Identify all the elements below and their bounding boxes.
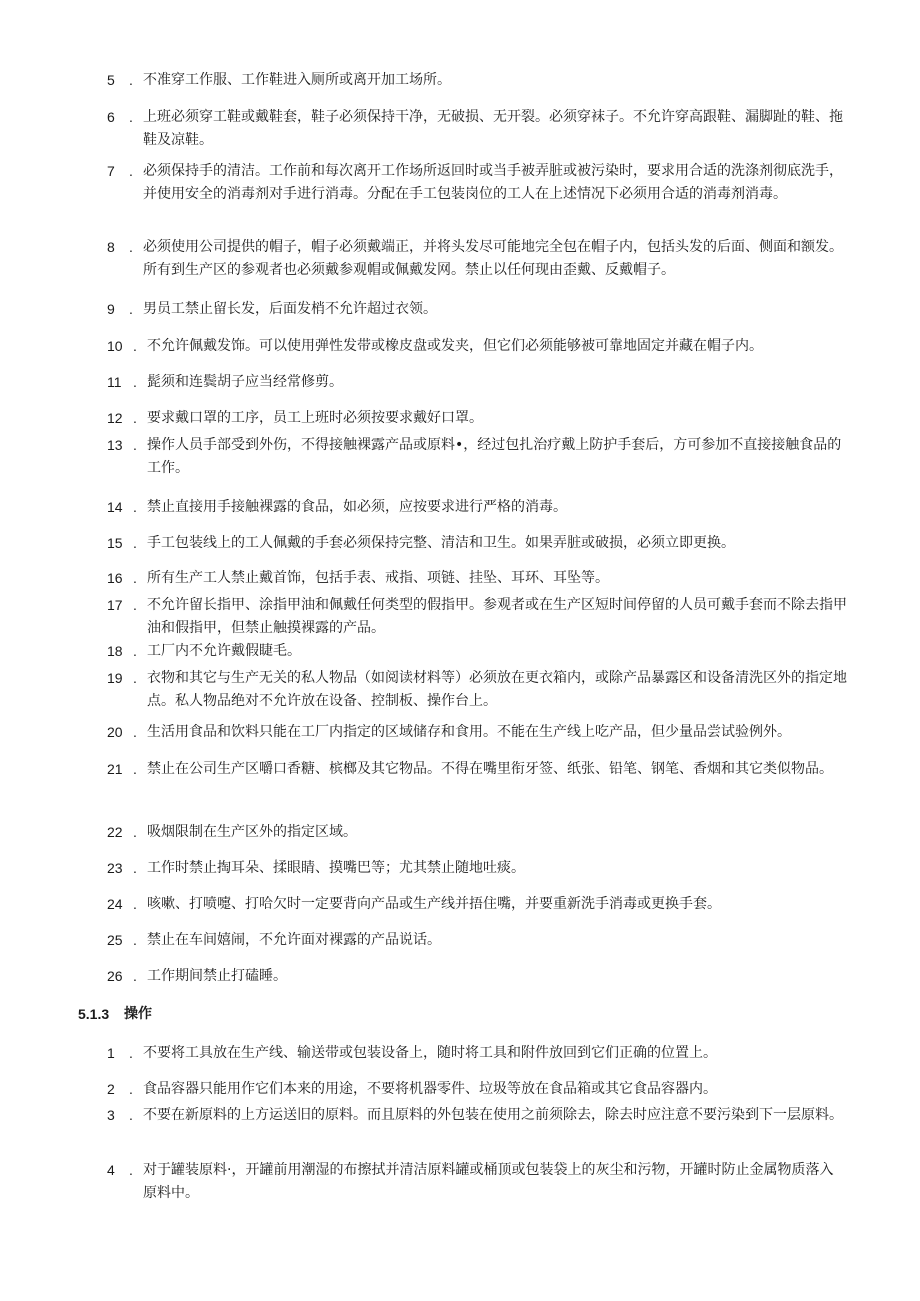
item-number: 4 xyxy=(107,1162,115,1178)
item-separator: . xyxy=(133,896,137,912)
item-text: 对于罐装原料·，开罐前用潮湿的布擦拭并清洁原料罐或桶顶或包装袋上的灰尘和污物，开罐时防止金属物质落入原料中。 xyxy=(143,1162,834,1201)
item-number: 19 xyxy=(107,670,123,686)
item-number: 20 xyxy=(107,724,123,740)
operation-item xyxy=(107,1078,847,1101)
item-number: 25 xyxy=(107,932,123,948)
rule-item xyxy=(107,821,847,844)
item-number: 6 xyxy=(107,109,115,125)
rule-item xyxy=(107,532,847,555)
item-text: 咳嗽、打喷嚏、打哈欠时一定要背向产品或生产线并捂住嘴，并要重新洗手消毒或更换手套。 xyxy=(147,896,721,912)
item-text: 禁止在车间嬉闹，不允许面对裸露的产品说话。 xyxy=(147,932,441,948)
item-number: 12 xyxy=(107,410,123,426)
item-number: 3 xyxy=(107,1107,115,1123)
item-text: 衣物和其它与生产无关的私人物品（如阅读材料等）必须放在更衣箱内，或除产品暴露区和设备清洗区外的指定地点。私人物品绝对不允许放在设备、控制板、操作台上。 xyxy=(147,670,847,709)
item-text: 必须使用公司提供的帽子，帽子必须戴端正，并将头发尽可能地完全包在帽子内，包括头发的后面、侧面和额发。所有到生产区的参观者也必须戴参观帽或佩戴发网。禁止以任何现由歪戴、反戴帽子。 xyxy=(143,239,843,278)
item-number: 9 xyxy=(107,301,115,317)
item-number: 26 xyxy=(107,968,123,984)
item-text: 所有生产工人禁止戴首饰，包括手表、戒指、项链、挂坠、耳环、耳坠等。 xyxy=(147,570,609,586)
item-text: 不允许佩戴发饰。可以使用弹性发带或橡皮盘或发夹，但它们必须能够被可靠地固定并藏在帽子内。 xyxy=(147,338,763,354)
rule-item xyxy=(107,236,847,281)
item-separator: . xyxy=(129,163,133,179)
rule-item xyxy=(107,758,847,781)
rule-item xyxy=(107,594,847,639)
item-number: 11 xyxy=(107,374,122,390)
item-number: 1 xyxy=(107,1045,115,1061)
section-title: 操作 xyxy=(124,1006,152,1022)
item-text: 食品容器只能用作它们本来的用途，不要将机器零件、垃圾等放在食品箱或其它食品容器内。 xyxy=(143,1081,717,1097)
item-number: 2 xyxy=(107,1081,115,1097)
rule-item xyxy=(107,69,847,92)
item-text: 禁止在公司生产区嚼口香糖、槟榔及其它物品。不得在嘴里衔牙签、纸张、铅笔、钢笔、香烟和其它类似物品。 xyxy=(147,761,833,777)
rule-item xyxy=(107,407,847,430)
item-separator: . xyxy=(133,499,137,515)
item-separator: . xyxy=(133,643,137,659)
item-number: 13 xyxy=(107,437,123,453)
item-text: 髭须和连鬓胡子应当经常修剪。 xyxy=(147,374,343,390)
item-separator: . xyxy=(129,239,133,255)
item-text: 不准穿工作服、工作鞋进入厕所或离开加工场所。 xyxy=(143,72,451,88)
item-separator: . xyxy=(133,860,137,876)
item-text: 不要将工具放在生产线、输送带或包装设备上，随时将工具和附件放回到它们正确的位置上。 xyxy=(143,1045,717,1061)
item-text: 操作人员手部受到外伤，不得接触裸露产品或原料•，经过包扎治疗戴上防护手套后，方可参加不直接接触食品的工作。 xyxy=(147,437,842,476)
item-text: 工厂内不允许戴假睫毛。 xyxy=(147,643,301,659)
item-separator: . xyxy=(129,109,133,125)
item-separator: . xyxy=(133,338,137,354)
rule-item xyxy=(107,965,847,988)
section-heading xyxy=(78,1003,152,1025)
item-separator: . xyxy=(129,72,133,88)
item-separator: . xyxy=(133,824,137,840)
rule-item xyxy=(107,496,847,519)
item-number: 18 xyxy=(107,643,123,659)
rule-item xyxy=(107,106,847,151)
rule-item xyxy=(107,160,847,205)
rule-item xyxy=(107,857,847,880)
item-separator: . xyxy=(133,374,137,390)
item-text: 工作期间禁止打磕睡。 xyxy=(147,968,287,984)
item-number: 15 xyxy=(107,535,123,551)
item-number: 5 xyxy=(107,72,115,88)
item-separator: . xyxy=(133,597,137,613)
rule-item xyxy=(107,434,847,479)
item-number: 14 xyxy=(107,499,123,515)
rule-item xyxy=(107,640,847,663)
item-separator: . xyxy=(133,670,137,686)
item-separator: . xyxy=(133,437,137,453)
rule-item xyxy=(107,893,847,916)
item-separator: . xyxy=(133,932,137,948)
rule-item xyxy=(107,567,847,590)
item-text: 上班必须穿工鞋或戴鞋套，鞋子必须保持干净，无破损、无开裂。必须穿袜子。不允许穿高跟鞋、漏脚趾的鞋、拖鞋及凉鞋。 xyxy=(143,109,843,148)
item-text: 必须保持手的清洁。工作前和每次离开工作场所返回时或当手被弄脏或被污染时，要求用合适的洗涤剂彻底洗手，并使用安全的消毒剂对手进行消毒。分配在手工包装岗位的工人在上述情况下必须用合适的消毒剂消毒。 xyxy=(143,163,843,202)
item-text: 要求戴口罩的工序，员工上班时必须按要求戴好口罩。 xyxy=(147,410,483,426)
item-number: 8 xyxy=(107,239,115,255)
item-separator: . xyxy=(129,1081,133,1097)
operation-item xyxy=(107,1159,847,1204)
item-text: 工作时禁止掏耳朵、揉眼睛、摸嘴巴等；尤其禁止随地吐痰。 xyxy=(147,860,525,876)
item-separator: . xyxy=(129,1107,133,1123)
item-text: 男员工禁止留长发，后面发梢不允许超过衣领。 xyxy=(143,301,437,317)
item-text: 禁止直接用手接触裸露的食品，如必须，应按要求进行严格的消毒。 xyxy=(147,499,567,515)
item-number: 10 xyxy=(107,338,123,354)
rule-item xyxy=(107,298,847,321)
operation-item xyxy=(107,1042,847,1065)
item-separator: . xyxy=(133,761,137,777)
item-text: 生活用食品和饮料只能在工厂内指定的区域储存和食用。不能在生产线上吃产品，但少量品尝试验例外。 xyxy=(147,724,791,740)
item-separator: . xyxy=(129,301,133,317)
rule-item xyxy=(107,371,847,394)
item-text: 不要在新原料的上方运送旧的原料。而且原料的外包装在使用之前须除去，除去时应注意不要污染到下一层原料。 xyxy=(143,1107,843,1123)
item-text: 吸烟限制在生产区外的指定区域。 xyxy=(147,824,357,840)
rule-item xyxy=(107,335,847,358)
item-separator: . xyxy=(133,535,137,551)
item-number: 24 xyxy=(107,896,123,912)
item-number: 17 xyxy=(107,597,123,613)
item-separator: . xyxy=(133,570,137,586)
item-text: 不允许留长指甲、涂指甲油和佩戴任何类型的假指甲。参观者或在生产区短时间停留的人员可戴手套而不除去指甲油和假指甲，但禁止触摸裸露的产品。 xyxy=(147,597,847,636)
item-separator: . xyxy=(133,724,137,740)
item-text: 手工包装线上的工人佩戴的手套必须保持完整、清洁和卫生。如果弄脏或破损，必须立即更换。 xyxy=(147,535,735,551)
rule-item xyxy=(107,667,847,712)
item-separator: . xyxy=(129,1162,133,1178)
item-number: 21 xyxy=(107,761,123,777)
item-number: 7 xyxy=(107,163,115,179)
rule-item xyxy=(107,929,847,952)
operation-item xyxy=(107,1104,847,1127)
item-number: 23 xyxy=(107,860,123,876)
item-separator: . xyxy=(133,410,137,426)
item-number: 16 xyxy=(107,570,123,586)
item-separator: . xyxy=(129,1045,133,1061)
section-number: 5.1.3 xyxy=(78,1006,110,1022)
item-number: 22 xyxy=(107,824,123,840)
rule-item xyxy=(107,721,847,744)
item-separator: . xyxy=(133,968,137,984)
